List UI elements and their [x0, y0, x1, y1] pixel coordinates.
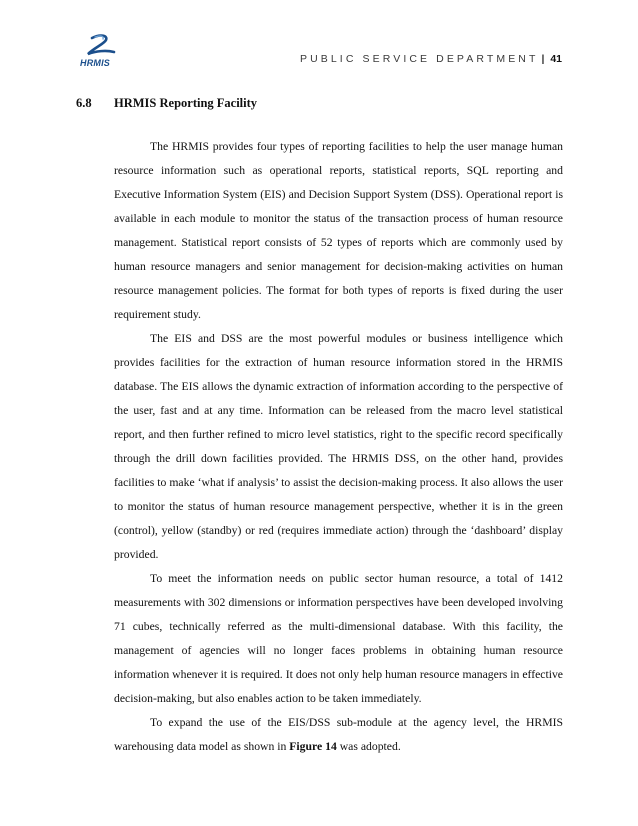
- section-number: 6.8: [76, 96, 92, 110]
- hrmis-swoosh-icon: [78, 34, 126, 60]
- logo-text: HRMIS: [80, 58, 110, 68]
- paragraph-figure-reference: [114, 711, 563, 759]
- section-title: HRMIS Reporting Facility: [114, 96, 258, 110]
- paragraph: To meet the information needs on public sector human resource, a total of 1412 measurements with 302 dimensions or information perspectives have been developed involving 71 cubes, technically referred as the multi-dimensional database. With this facility, the management of agencies will no longer faces problems in obtaining human resource information whenever it is required. It does not only help human resource managers in effective decision-making, but also enables action to be taken immediately.: [114, 572, 563, 705]
- section-heading: [76, 96, 257, 111]
- running-head: [300, 53, 562, 65]
- paragraph-text: To expand the use of the EIS/DSS sub-module at the agency level, the HRMIS warehousing data model as shown in: [114, 716, 563, 753]
- paragraph: The HRMIS provides four types of reporting facilities to help the user manage human resource information such as operational reports, statistical reports, SQL reporting and Executive Information System (EIS) and Decision Support System (DSS). Operational report is available in each module to monitor the status of the transaction process of human resource management. Statistical report consists of 52 types of reports which are commonly used by human resource managers and senior management for decision-making activities on human resource management policies. The format for both types of reports is fixed during the user requirement study.: [114, 140, 563, 321]
- page-number: 41: [550, 53, 562, 65]
- header-separator: |: [541, 53, 545, 65]
- hrmis-logo: [78, 34, 126, 70]
- paragraph-text-end: was adopted.: [336, 740, 401, 753]
- paragraph: The EIS and DSS are the most powerful modules or business intelligence which provides facilities for the extraction of human resource information stored in the HRMIS database. The EIS allows the dynamic extraction of information according to the perspective of the user, fast and at any time. Information can be released from the macro level statistical report, and then further refined to micro level statistics, right to the specific record specifically through the drill down facilities provided. The HRMIS DSS, on the other hand, provides facilities to make ‘what if analysis’ to assist the decision-making process. It also allows the user to monitor the status of human resource management perspective, whether it is in the green (control), yellow (standby) or red (requires immediate action) through the ‘dashboard’ display provided.: [114, 332, 563, 561]
- figure-reference: Figure 14: [289, 740, 337, 753]
- body-text: [114, 135, 563, 759]
- department-name: PUBLIC SERVICE DEPARTMENT: [299, 53, 539, 65]
- page-header: [0, 0, 638, 80]
